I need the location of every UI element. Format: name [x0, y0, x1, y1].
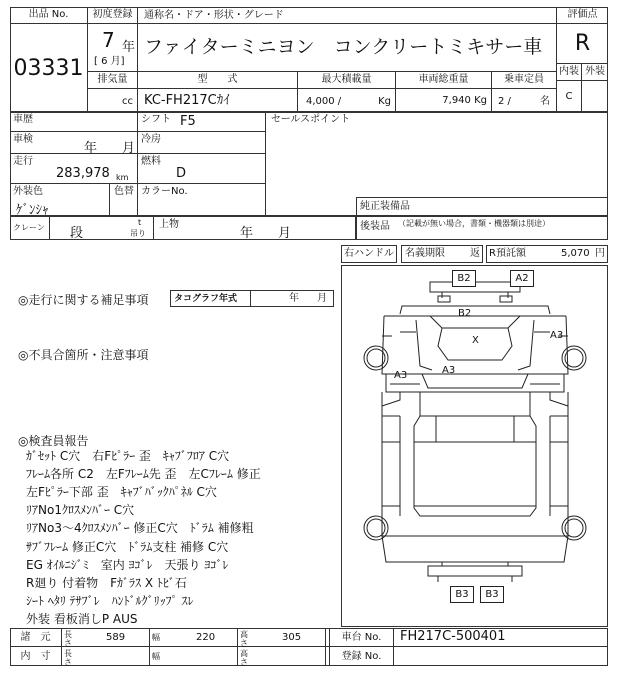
inspector-line: EG ｵｲﾙﾆｼﾞﾐ 室内 ﾖｺﾞﾚ 天張り ﾖｺﾞﾚ	[26, 558, 229, 572]
damage-mark-front-left: B2	[452, 270, 476, 287]
inspection-month: 月	[122, 141, 136, 156]
recycle-fee-label: R預託額	[489, 248, 526, 259]
tachograph-label: タコグラフ年式	[174, 294, 238, 304]
chassis-label: 車台 No.	[330, 628, 394, 647]
inspector-line: ｼｰﾄ ﾍﾀﾘ ﾃｻﾌﾞﾚ ﾊﾝﾄﾞﾙｸﾞﾘｯﾌﾟ ｽﾚ	[26, 594, 194, 608]
crane-label: クレーン	[13, 223, 45, 232]
sales-point-label: セールスポイント	[271, 114, 351, 125]
shift-value: F5	[180, 114, 196, 129]
rating-value: R	[556, 24, 608, 64]
interior-label: 内装	[556, 64, 582, 81]
damage-mark-rear-left: B3	[450, 586, 474, 603]
vehicle-diagram	[341, 265, 608, 627]
outer-dims-label: 諸 元	[10, 628, 62, 647]
first-reg-year: 7	[102, 28, 115, 52]
damage-mark-front-right: A2	[510, 270, 534, 287]
tacho-month: 月	[317, 293, 327, 304]
recycle-fee-value: 5,070	[561, 248, 590, 259]
first-reg-label: 初度登録	[88, 7, 138, 24]
damage-mark-left-cab: A3	[394, 370, 408, 381]
width-label: 幅	[152, 633, 160, 642]
length-cell	[62, 628, 150, 666]
mileage-unit: km	[116, 173, 129, 182]
defects-label: ◎不具合箇所・注意事項	[18, 348, 149, 362]
upper-year: 年	[240, 226, 254, 241]
max-load-label: 最大積載量	[298, 72, 396, 89]
cc-unit: cc	[122, 96, 133, 107]
max-load-unit: Kg	[378, 96, 391, 107]
damage-mark-rear-right: B3	[480, 586, 504, 603]
genuine-parts-label: 純正装備品	[360, 201, 410, 212]
damage-mark-floor: A3	[442, 365, 456, 376]
gross-weight-value: 7,940 Kg	[396, 89, 492, 113]
inspection-label: 車検	[13, 134, 33, 145]
rating-label: 評価点	[556, 7, 608, 24]
ac-label: 冷房	[141, 134, 161, 145]
gross-weight-label: 車両総重量	[396, 72, 492, 89]
displacement-label: 排気量	[88, 72, 138, 89]
truck-outline	[342, 266, 607, 626]
inner-height-label: 高さ	[240, 649, 248, 667]
year-unit: 年	[122, 40, 136, 55]
crane-lift: 吊り	[130, 229, 146, 238]
inspector-line: 外装 看板消しP AUS	[26, 612, 138, 626]
inspection-year: 年	[84, 141, 98, 156]
chassis-value: FH217C-500401	[400, 629, 506, 644]
rhd-badge: 右ハンドル	[341, 245, 397, 263]
height-value: 305	[282, 632, 302, 643]
max-load-value: 4,000 /	[306, 96, 342, 107]
model-label: 通称名・ドア・形状・グレード	[138, 7, 556, 24]
ext-color-value: ｹﾞﾝｼｬ	[16, 203, 49, 218]
damage-mark-windshield: X	[472, 335, 479, 346]
type-label: 型 式	[138, 72, 298, 89]
capacity-unit: 名	[540, 96, 550, 107]
fuel-value: D	[176, 166, 187, 181]
shift-label: シフト	[141, 114, 171, 125]
aftermarket-note: （記載が無い場合，書類・機器類は別途）	[398, 219, 550, 228]
registration-label: 登録 No.	[330, 647, 394, 666]
mileage-value: 283,978	[56, 166, 110, 181]
recycle-fee-box	[486, 245, 608, 263]
ext-color-label: 外装色	[13, 186, 43, 197]
inspector-line: R廻り 付着物 Fｶﾞﾗｽ X ﾄﾋﾞ石	[26, 576, 187, 590]
length-value: 589	[106, 632, 126, 643]
crane-tons: t	[138, 218, 142, 227]
inspector-label: ◎検査員報告	[18, 434, 89, 448]
lot-no-label: 出品 No.	[10, 7, 88, 24]
crane-steps: 段	[70, 226, 84, 241]
height-cell	[238, 628, 326, 666]
genuine-parts-row	[356, 197, 608, 216]
mileage-label: 走行	[13, 156, 33, 167]
inspector-line: ｶﾞｾｯﾄ C穴 右Fﾋﾟﾗｰ 歪 ｷｬﾌﾞﾌﾛｱ C穴	[26, 449, 230, 463]
color-code-label: カラーNo.	[141, 186, 188, 197]
name-change-badge	[401, 245, 483, 263]
upper-label: 上物	[159, 219, 179, 230]
inspector-line: ｻﾌﾞﾌﾚｰﾑ 修正C穴 ﾄﾞﾗﾑ支柱 補修 C穴	[26, 540, 229, 554]
exterior-label: 外装	[582, 64, 608, 81]
aftermarket-cell	[356, 216, 608, 240]
height-label: 高さ	[240, 630, 248, 648]
model-name: ファイターミニヨン コンクリートミキサー車	[144, 36, 543, 58]
capacity-label: 乗車定員	[492, 72, 556, 89]
capacity-cell	[492, 89, 556, 113]
width-value: 220	[196, 632, 216, 643]
inspector-line: ﾘｱNo3～4ｸﾛｽﾒﾝﾊﾞｰ 修正C穴 ﾄﾞﾗﾑ 補修粗	[26, 521, 254, 535]
inner-width-label: 幅	[152, 652, 160, 661]
inner-dims-label: 内 寸	[10, 647, 62, 666]
width-cell	[150, 628, 238, 666]
aftermarket-label: 後装品	[360, 221, 390, 232]
capacity-value: 2 /	[498, 96, 511, 107]
interior-grade: C	[556, 81, 582, 112]
tacho-year: 年	[289, 293, 299, 304]
inspector-line: ﾌﾚｰﾑ各所 C2 左Fﾌﾚｰﾑ先 歪 左Cﾌﾚｰﾑ 修正	[26, 467, 261, 481]
length-label: 長さ	[64, 630, 72, 648]
exterior-grade	[582, 81, 608, 112]
recycle-label: 返	[470, 248, 480, 259]
running-notes-label: ◎走行に関する補足事項	[18, 293, 149, 307]
name-change-label: 名義期限	[405, 248, 445, 259]
upper-month: 月	[278, 226, 292, 241]
color-change-label: 色替	[114, 186, 134, 197]
lot-number: 03331	[10, 24, 88, 112]
inspector-line: ﾘｱNo1ｸﾛｽﾒﾝﾊﾞｰ C穴	[26, 503, 135, 517]
inner-length-label: 長さ	[64, 649, 72, 667]
type-value: KC-FH217Cｶｲ	[138, 89, 298, 113]
first-reg-month: [ 6 月]	[94, 56, 125, 67]
fuel-label: 燃料	[141, 156, 161, 167]
inspector-line: 左Fﾋﾟﾗｰ下部 歪 ｷｬﾌﾞﾊﾞｯｸﾊﾟﾈﾙ C穴	[26, 485, 217, 499]
damage-mark-roof: B2	[458, 308, 472, 319]
history-label: 車歴	[13, 114, 33, 125]
yen-unit: 円	[595, 248, 605, 259]
damage-mark-right-cab: A3	[550, 330, 564, 341]
